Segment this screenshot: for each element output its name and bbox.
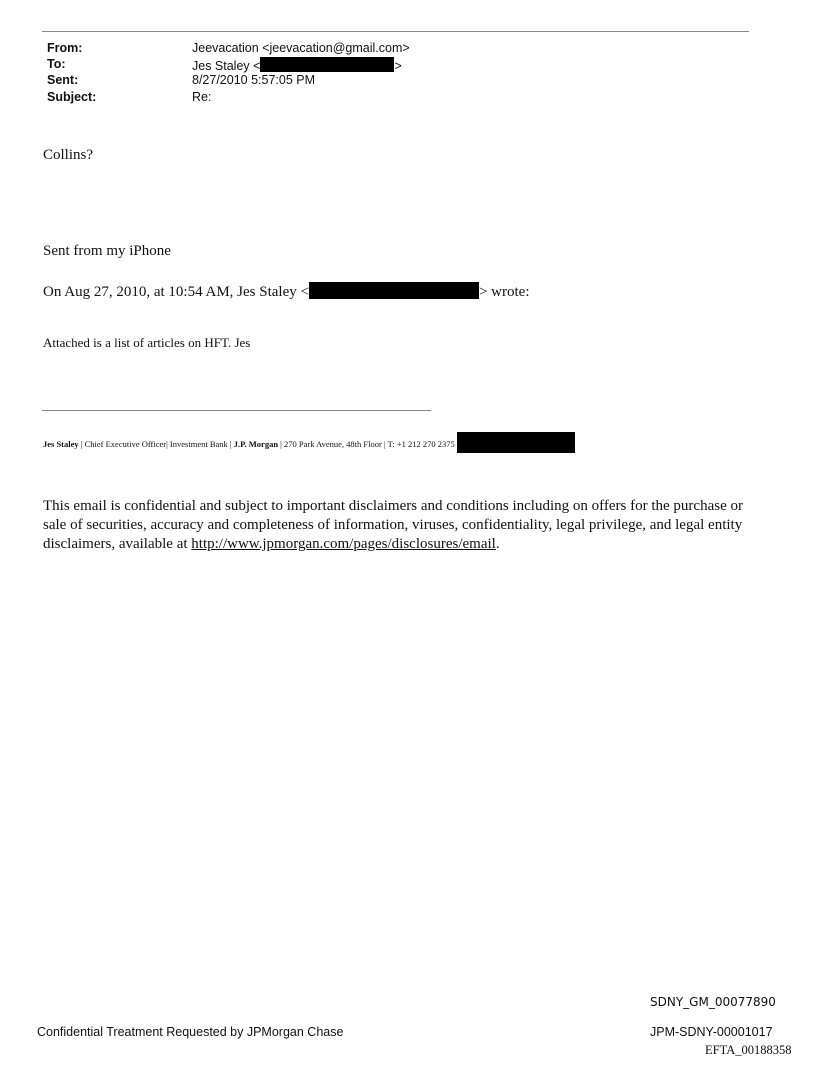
header-divider [42,31,749,32]
redaction-block [309,282,479,299]
disclosures-link[interactable]: http://www.jpmorgan.com/pages/disclosures/email [191,536,496,552]
sent-value: 8/27/2010 5:57:05 PM [192,73,316,87]
subject-label: Subject: [47,90,97,104]
disclaimer-end: . [495,536,500,552]
confidential-footer: Confidential Treatment Requested by JPMorgan Chase [37,1025,344,1039]
redaction-block [457,432,575,453]
reply-text: Collins? [43,147,94,163]
to-value-suffix: > [394,59,402,73]
signature-address: | 270 Park Avenue, 48th Floor | T: +1 212 270 2375 [278,439,457,449]
bates-efta: EFTA_00188358 [705,1043,792,1057]
quote-intro-suffix: > wrote: [478,284,530,300]
bates-jpm: JPM-SDNY-00001017 [650,1025,773,1039]
signature-name: Jes Staley [43,439,79,449]
to-value [192,57,402,73]
quote-intro-prefix: On Aug 27, 2010, at 10:54 AM, Jes Staley < [43,284,309,300]
redaction-block [260,57,394,72]
signature-line [43,432,575,453]
from-value: Jeevacation <jeevacation@gmail.com> [192,41,410,55]
sent-from-line: Sent from my iPhone [43,243,171,259]
sent-label: Sent: [47,73,79,87]
to-value-prefix: Jes Staley < [192,59,261,73]
subject-value: Re: [192,90,212,104]
signature-title: | Chief Executive Officer| Investment Bank | [78,439,234,449]
disclaimer-text: This email is confidential and subject to important disclaimers and conditions including on offers for the purchase or sale of securities, accuracy and completeness of information, viruses, confidentiality, legal privilege, and legal entity disclaimers, available at [43,498,743,552]
from-label: From: [47,41,83,55]
to-label: To: [47,57,66,71]
signature-company: J.P. Morgan [233,439,279,449]
quote-intro [43,282,530,301]
quoted-text: Attached is a list of articles on HFT. Jes [43,335,251,350]
disclaimer [43,497,753,554]
bates-sdny: SDNY_GM_00077890 [650,995,776,1009]
signature-divider [42,410,431,411]
